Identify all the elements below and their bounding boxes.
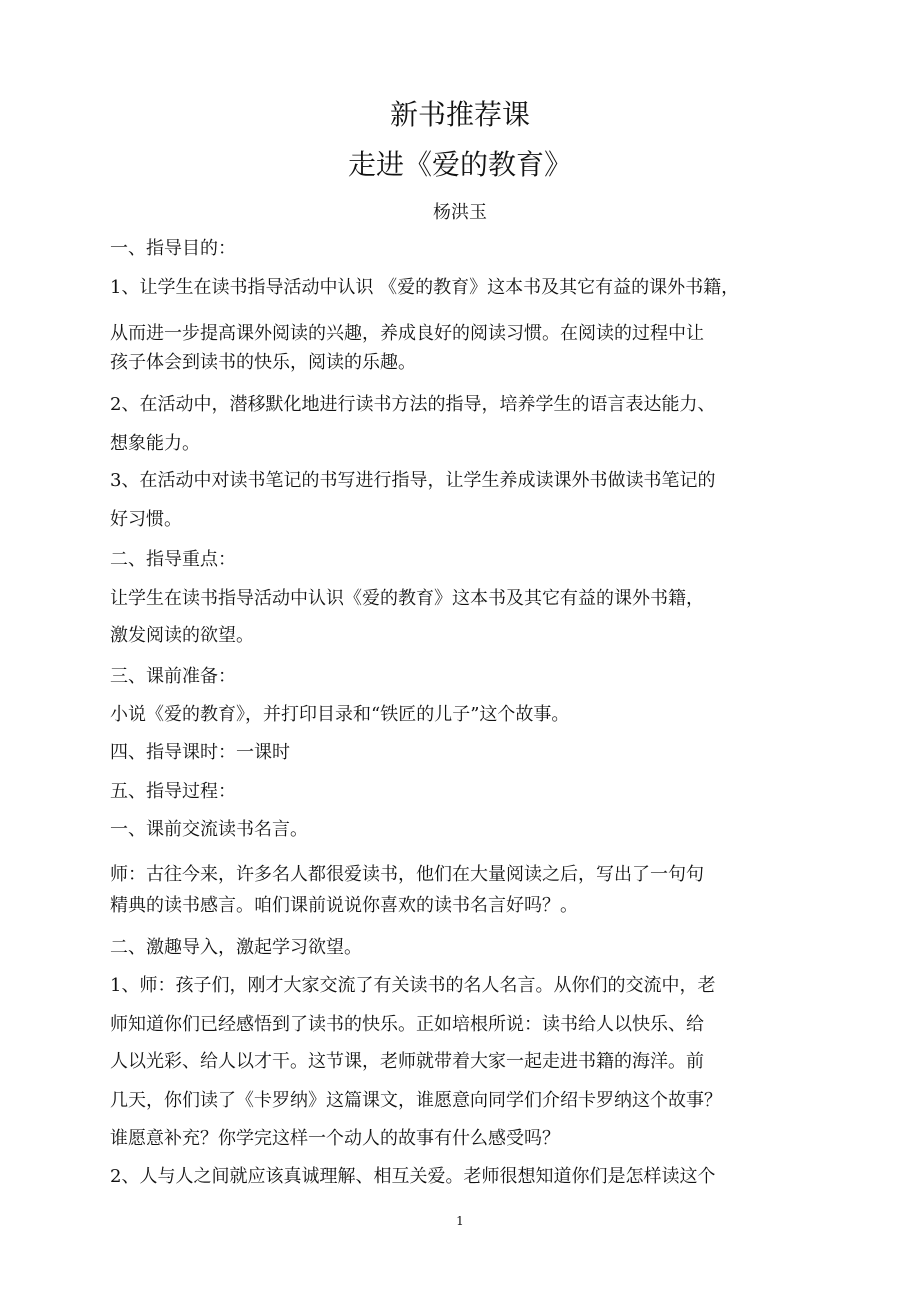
section-heading: 二、激趣导入，激起学习欲望。 <box>110 937 362 958</box>
page-number: 1 <box>456 1214 464 1228</box>
section-heading: 一、课前交流读书名言。 <box>110 819 308 840</box>
paragraph-line: 师：古往今来，许多名人都很爱读书，他们在大量阅读之后，写出了一句句 <box>110 864 704 885</box>
section-heading: 三、课前准备： <box>110 666 236 687</box>
paragraph-line: 谁愿意补充？你学完这样一个动人的故事有什么感受吗？ <box>110 1128 560 1149</box>
author-name: 杨洪玉 <box>433 202 487 223</box>
paragraph-line: 小说《爱的教育》，并打印目录和“铁匠的儿子”这个故事。 <box>110 704 570 725</box>
section-heading: 一、指导目的： <box>110 238 236 259</box>
document-title: 新书推荐课 <box>389 98 530 131</box>
document-subtitle: 走进《爱的教育》 <box>347 148 572 181</box>
section-heading: 二、指导重点： <box>110 549 236 570</box>
section-heading: 五、指导过程： <box>110 781 236 802</box>
paragraph-line: 2、在活动中，潜移默化地进行读书方法的指导，培养学生的语言表达能力、 <box>110 394 716 415</box>
paragraph-line: 好习惯。 <box>110 509 182 530</box>
paragraph-line: 2、人与人之间就应该真诚理解、相互关爱。老师很想知道你们是怎样读这个 <box>110 1166 716 1187</box>
paragraph-line: 孩子体会到读书的快乐，阅读的乐趣。 <box>110 352 416 373</box>
paragraph-line: 人以光彩、给人以才干。这节课，老师就带着大家一起走进书籍的海洋。前 <box>110 1051 704 1072</box>
paragraph-line: 精典的读书感言。咱们课前说说你喜欢的读书名言好吗？。 <box>110 895 578 916</box>
paragraph-line: 从而进一步提高课外阅读的兴趣，养成良好的阅读习惯。在阅读的过程中让 <box>110 323 704 344</box>
paragraph-line: 师知道你们已经感悟到了读书的快乐。正如培根所说：读书给人以快乐、给 <box>110 1014 704 1035</box>
paragraph-line: 让学生在读书指导活动中认识《爱的教育》这本书及其它有益的课外书籍， <box>110 588 704 609</box>
paragraph-line: 1、让学生在读书指导活动中认识 《爱的教育》这本书及其它有益的课外书籍， <box>110 277 740 298</box>
paragraph-line: 几天，你们读了《卡罗纳》这篇课文，谁愿意向同学们介绍卡罗纳这个故事？ <box>110 1090 722 1111</box>
paragraph-line: 1、师：孩子们，刚才大家交流了有关读书的名人名言。从你们的交流中，老 <box>110 975 716 996</box>
paragraph-line: 3、在活动中对读书笔记的书写进行指导，让学生养成读课外书做读书笔记的 <box>110 470 716 491</box>
section-heading: 四、指导课时：一课时 <box>110 742 290 763</box>
paragraph-line: 激发阅读的欲望。 <box>110 625 254 646</box>
paragraph-line: 想象能力。 <box>110 433 200 454</box>
